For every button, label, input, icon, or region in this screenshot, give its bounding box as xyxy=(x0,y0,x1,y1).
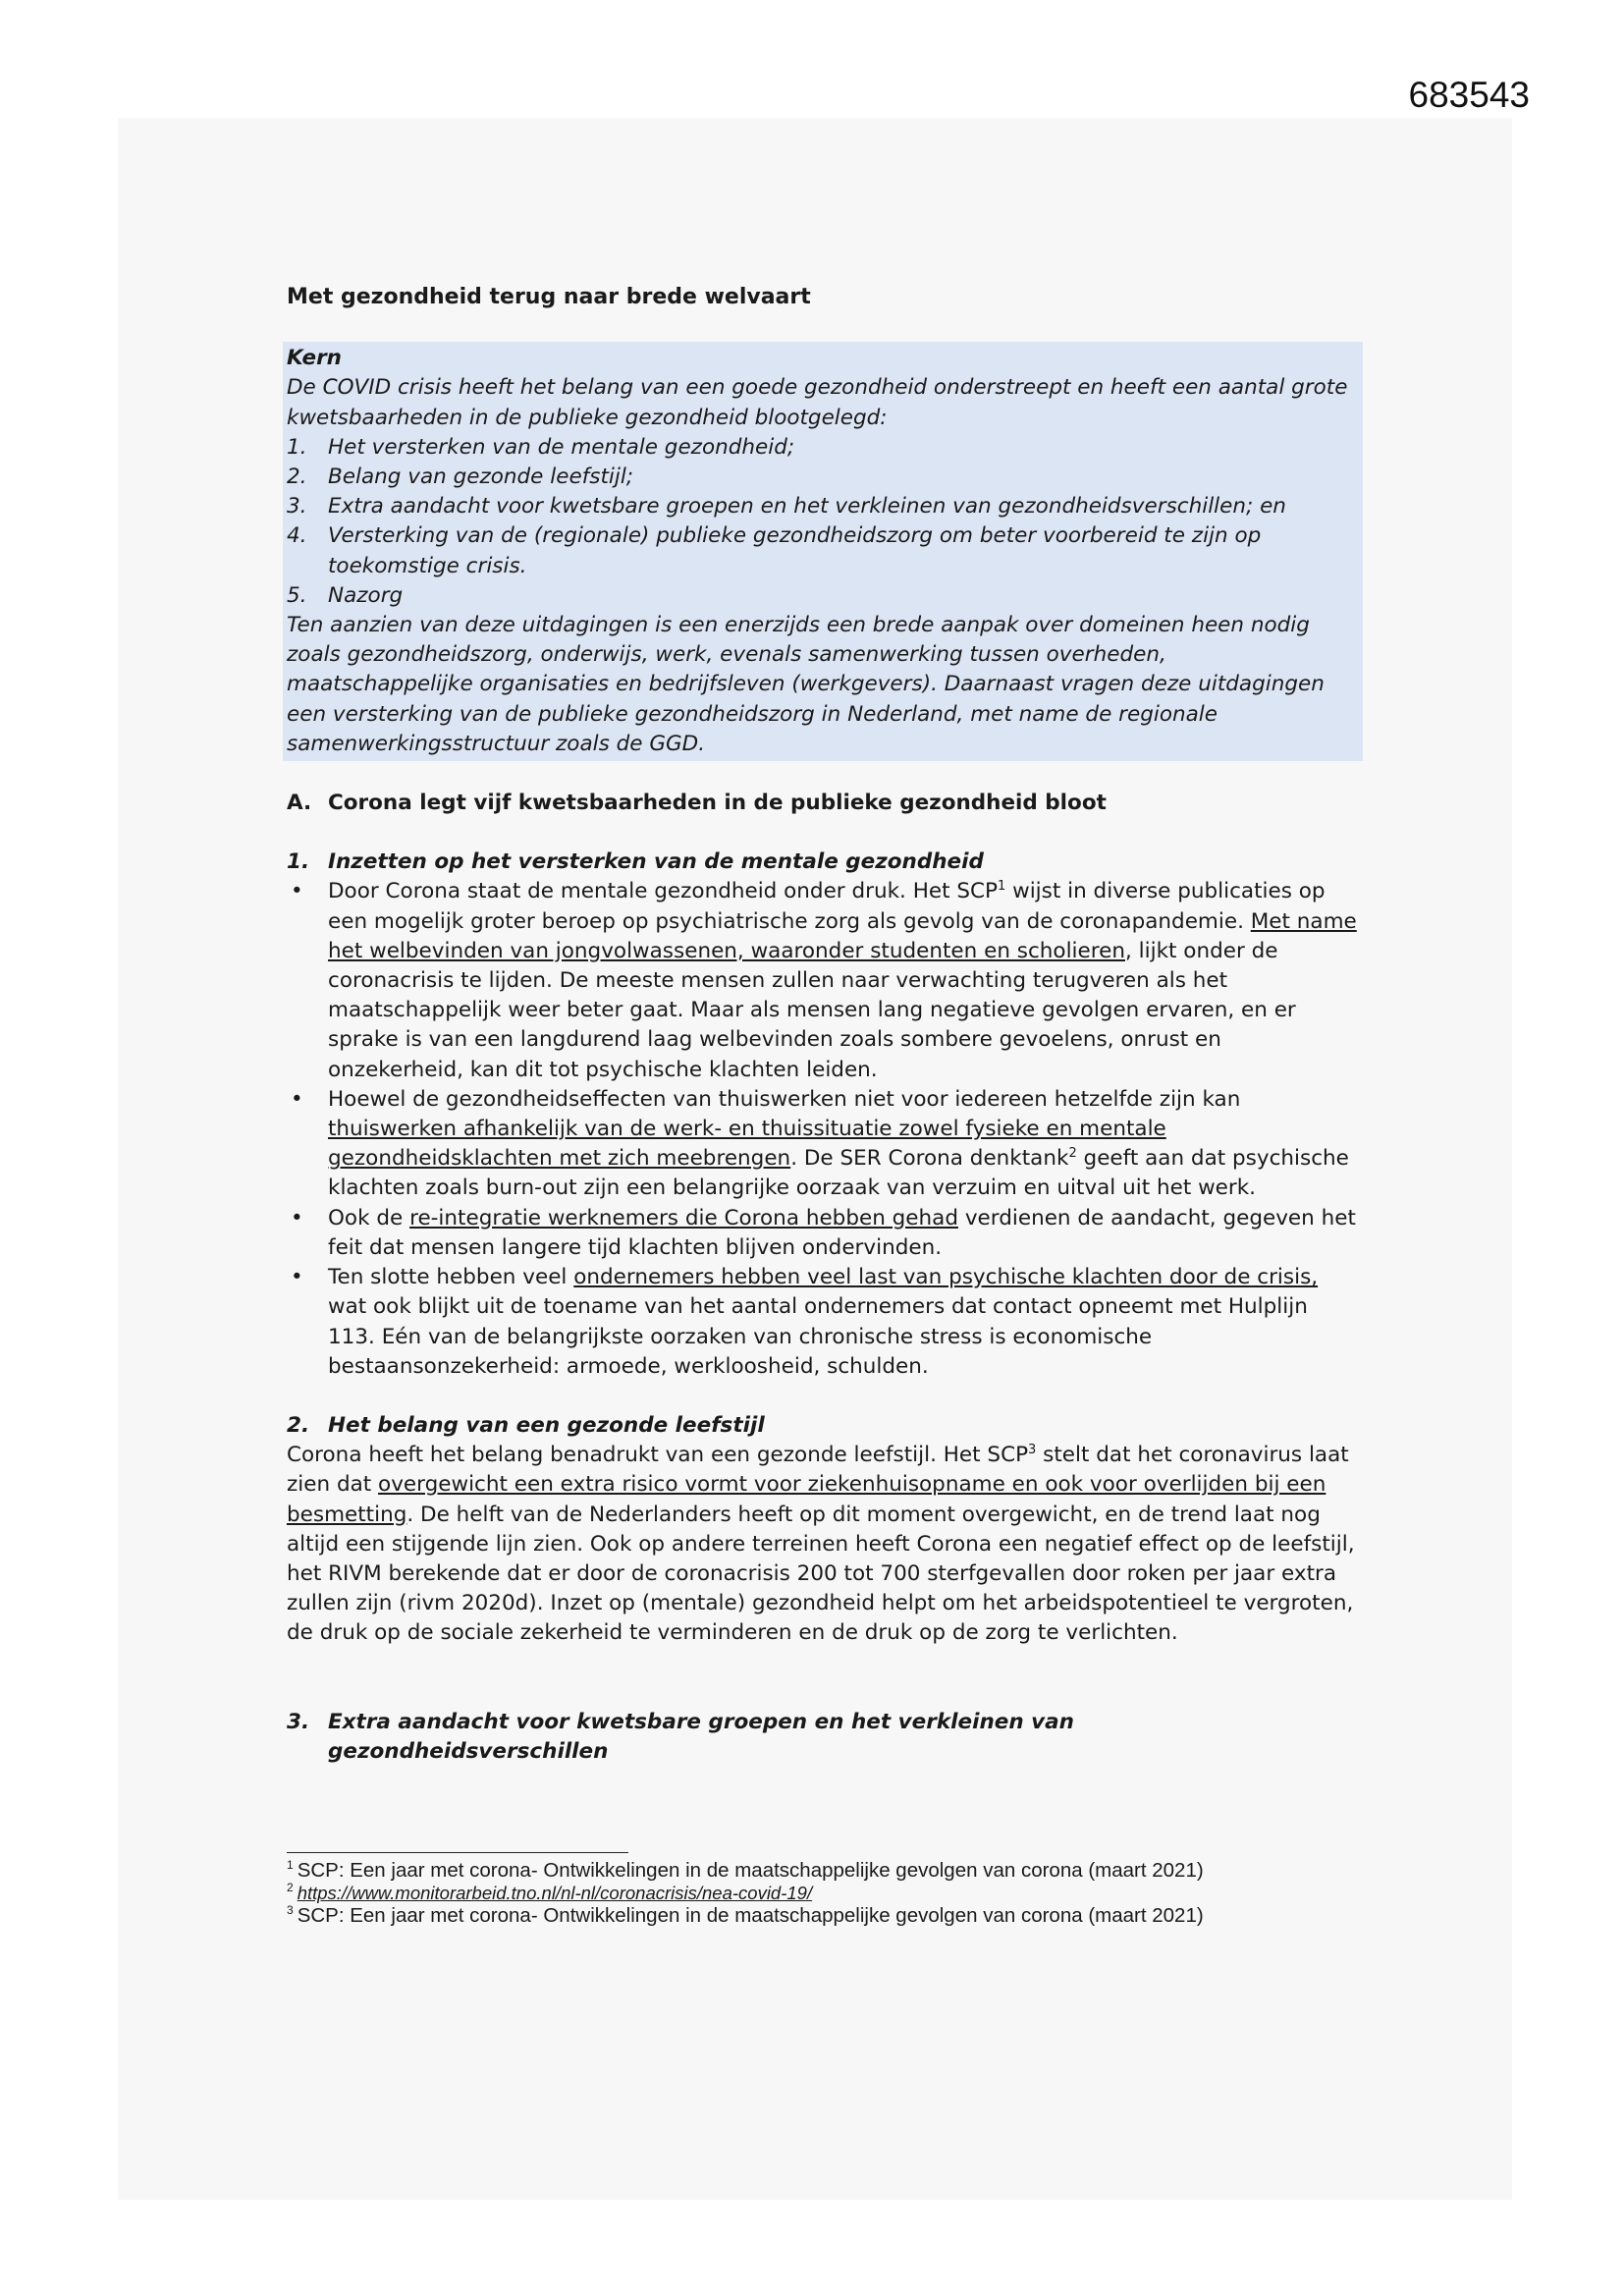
subsection-title: Extra aandacht voor kwetsbare groepen en het verkleinen van gezondheidsverschillen xyxy=(328,1709,1074,1764)
subsection-number: 1. xyxy=(287,849,310,875)
page-title: Met gezondheid terug naar brede welvaart xyxy=(287,285,811,309)
bullet-item xyxy=(287,877,1357,1084)
subsection-2-heading xyxy=(287,1411,1357,1441)
underlined-text: Met name het welbevinden van jongvolwassenen, waaronder studenten en scholieren xyxy=(328,908,1357,963)
bullet-item xyxy=(287,1204,1357,1263)
footnote-ref: 1 xyxy=(998,879,1006,895)
list-number: 2. xyxy=(287,465,307,490)
bullet-icon: • xyxy=(291,1205,303,1230)
section-letter: A. xyxy=(287,791,312,816)
kern-list xyxy=(287,433,1359,611)
underlined-text: ondernemers hebben veel last van psychische klachten door de crisis, xyxy=(573,1265,1319,1290)
footnote-text: SCP: Een jaar met corona- Ontwikkelingen in de maatschappelijke gevolgen van corona (maart 2021) xyxy=(297,1859,1204,1882)
footnote-divider xyxy=(287,1852,628,1853)
subsection-title: Het belang van een gezonde leefstijl xyxy=(328,1412,765,1438)
list-number: 4. xyxy=(287,523,307,549)
kern-list-item xyxy=(287,521,1359,580)
bullet-icon: • xyxy=(291,1086,303,1112)
kern-closing: Ten aanzien van deze uitdagingen is een enerzijds een brede aanpak over domeinen heen nodig zoals gezondheidszorg, onderwijs, werk, evenals samenwerking tussen overheden, maatschappelijke organisaties en bedrijfsleven (werkgevers). Daarnaast vragen deze uitdagingen een versterking van de publieke gezondheidszorg in Nederland, met name de regionale samenwerkingsstructuur zoals de GGD. xyxy=(287,613,1325,756)
bullet-item xyxy=(287,1085,1357,1204)
list-text: Versterking van de (regionale) publieke gezondheidszorg om beter voorbereid te zijn op toekomstige crisis. xyxy=(328,523,1262,578)
list-text: Belang van gezonde leefstijl; xyxy=(328,465,634,490)
footnote-number: 2 xyxy=(287,1881,294,1895)
footnote-item xyxy=(287,1882,1367,1904)
kern-intro: De COVID crisis heeft het belang van een goede gezondheid onderstreept en heeft een aantal grote kwetsbaarheden in de publieke gezondheid blootgelegd: xyxy=(287,375,1348,430)
kern-list-item xyxy=(287,492,1359,521)
page-content xyxy=(287,283,1357,1767)
text: Ook de xyxy=(328,1205,410,1230)
footnote-ref: 2 xyxy=(1068,1146,1077,1162)
text: verdienen de aandacht, gegeven het feit dat mensen langere tijd klachten blijven ondervinden. xyxy=(328,1205,1356,1260)
text: Ten slotte hebben veel xyxy=(328,1265,574,1290)
footnote-ref: 3 xyxy=(1028,1442,1037,1457)
list-number: 1. xyxy=(287,434,307,460)
text: stelt dat het coronavirus laat zien dat xyxy=(287,1443,1349,1498)
section-a-heading xyxy=(287,789,1357,818)
subsection-2-paragraph xyxy=(287,1441,1357,1648)
subsection-title: Inzetten op het versterken van de mentale gezondheid xyxy=(328,849,984,875)
kern-list-item xyxy=(287,433,1359,463)
footnote-text: SCP: Een jaar met corona- Ontwikkelingen in de maatschappelijke gevolgen van corona (maart 2021) xyxy=(297,1904,1204,1927)
footnotes xyxy=(287,1852,1367,1927)
document-number: 683543 xyxy=(1408,75,1530,115)
underlined-text: overgewicht een extra risico vormt voor ziekenhuisopname en ook voor overlijden bij een besmetting xyxy=(287,1472,1326,1527)
text: , lijkt onder de coronacrisis te lijden. De meeste mensen zullen naar verwachting terugveren als het maatschappelijk weer beter gaat. Maar als mensen lang negatieve gevolgen ervaren, en er sprake is van een langdurend laag welbevinden zoals sombere gevoelens, onrust en onzekerheid, kan dit tot psychische klachten leiden. xyxy=(328,938,1296,1082)
subsection-number: 3. xyxy=(287,1709,310,1734)
underlined-text: thuiswerken afhankelijk van de werk- en thuissituatie zowel fysieke en mentale gezondheidsklachten met zich meebrengen xyxy=(328,1117,1166,1172)
kern-list-item xyxy=(287,581,1359,611)
subsection-1-bullets xyxy=(287,877,1357,1381)
list-text: Nazorg xyxy=(328,582,404,608)
text: Door Corona staat de mentale gezondheid onder druk. Het SCP xyxy=(328,879,998,904)
bullet-icon: • xyxy=(291,1265,303,1290)
footnote-link[interactable]: https://www.monitorarbeid.tno.nl/nl-nl/coronacrisis/nea-covid-19/ xyxy=(297,1883,813,1903)
list-number: 3. xyxy=(287,494,307,519)
text: geeft aan dat psychische klachten zoals burn-out zijn een belangrijke oorzaak van verzuim en uitval uit het werk. xyxy=(328,1146,1349,1201)
section-title: Corona legt vijf kwetsbaarheden in de publieke gezondheid bloot xyxy=(328,791,1107,816)
text: Hoewel de gezondheidseffecten van thuiswerken niet voor iedereen hetzelfde zijn kan xyxy=(328,1086,1241,1112)
list-text: Het versterken van de mentale gezondheid; xyxy=(328,434,795,460)
bullet-item xyxy=(287,1263,1357,1382)
text: wijst in diverse publicaties op een mogelijk groter beroep op psychiatrische zorg als gevolg van de coronapandemie. xyxy=(328,879,1326,934)
text: wat ook blijkt uit de toename van het aantal ondernemers dat contact opneemt met Hulplijn 113. Eén van de belangrijkste oorzaken van chronische stress is economische bestaansonzekerheid: armoede, werkloosheid, schulden. xyxy=(328,1294,1308,1379)
text: Corona heeft het belang benadrukt van een gezonde leefstijl. Het SCP xyxy=(287,1443,1029,1468)
kern-list-item xyxy=(287,463,1359,492)
footnote-item xyxy=(287,1904,1367,1927)
subsection-number: 2. xyxy=(287,1412,310,1438)
kern-heading: Kern xyxy=(287,346,342,371)
footnote-number: 3 xyxy=(287,1903,294,1918)
list-text: Extra aandacht voor kwetsbare groepen en het verkleinen van gezondheidsverschillen; en xyxy=(328,494,1286,519)
bullet-icon: • xyxy=(291,879,303,904)
footnote-item xyxy=(287,1859,1367,1882)
kern-summary-box xyxy=(283,342,1363,761)
text: . De helft van de Nederlanders heeft op dit moment overgewicht, en de trend laat nog altijd een stijgende lijn zien. Ook op andere terreinen heeft Corona een negatief effect op de leefstijl, het RIVM berekende dat er door de coronacrisis 200 tot 700 sterfgevallen door roken per jaar extra zullen zijn (rivm 2020d). Inzet op (mentale) gezondheid helpt om het arbeidspotentieel te vergroten, de druk op de sociale zekerheid te verminderen en de druk op de zorg te verlichten. xyxy=(287,1502,1355,1646)
text: . De SER Corona denktank xyxy=(790,1146,1069,1172)
underlined-text: re-integratie werknemers die Corona hebben gehad xyxy=(409,1205,958,1230)
footnote-number: 1 xyxy=(287,1858,294,1873)
subsection-3-heading xyxy=(287,1708,1357,1767)
subsection-1-heading xyxy=(287,847,1357,877)
list-number: 5. xyxy=(287,582,307,608)
